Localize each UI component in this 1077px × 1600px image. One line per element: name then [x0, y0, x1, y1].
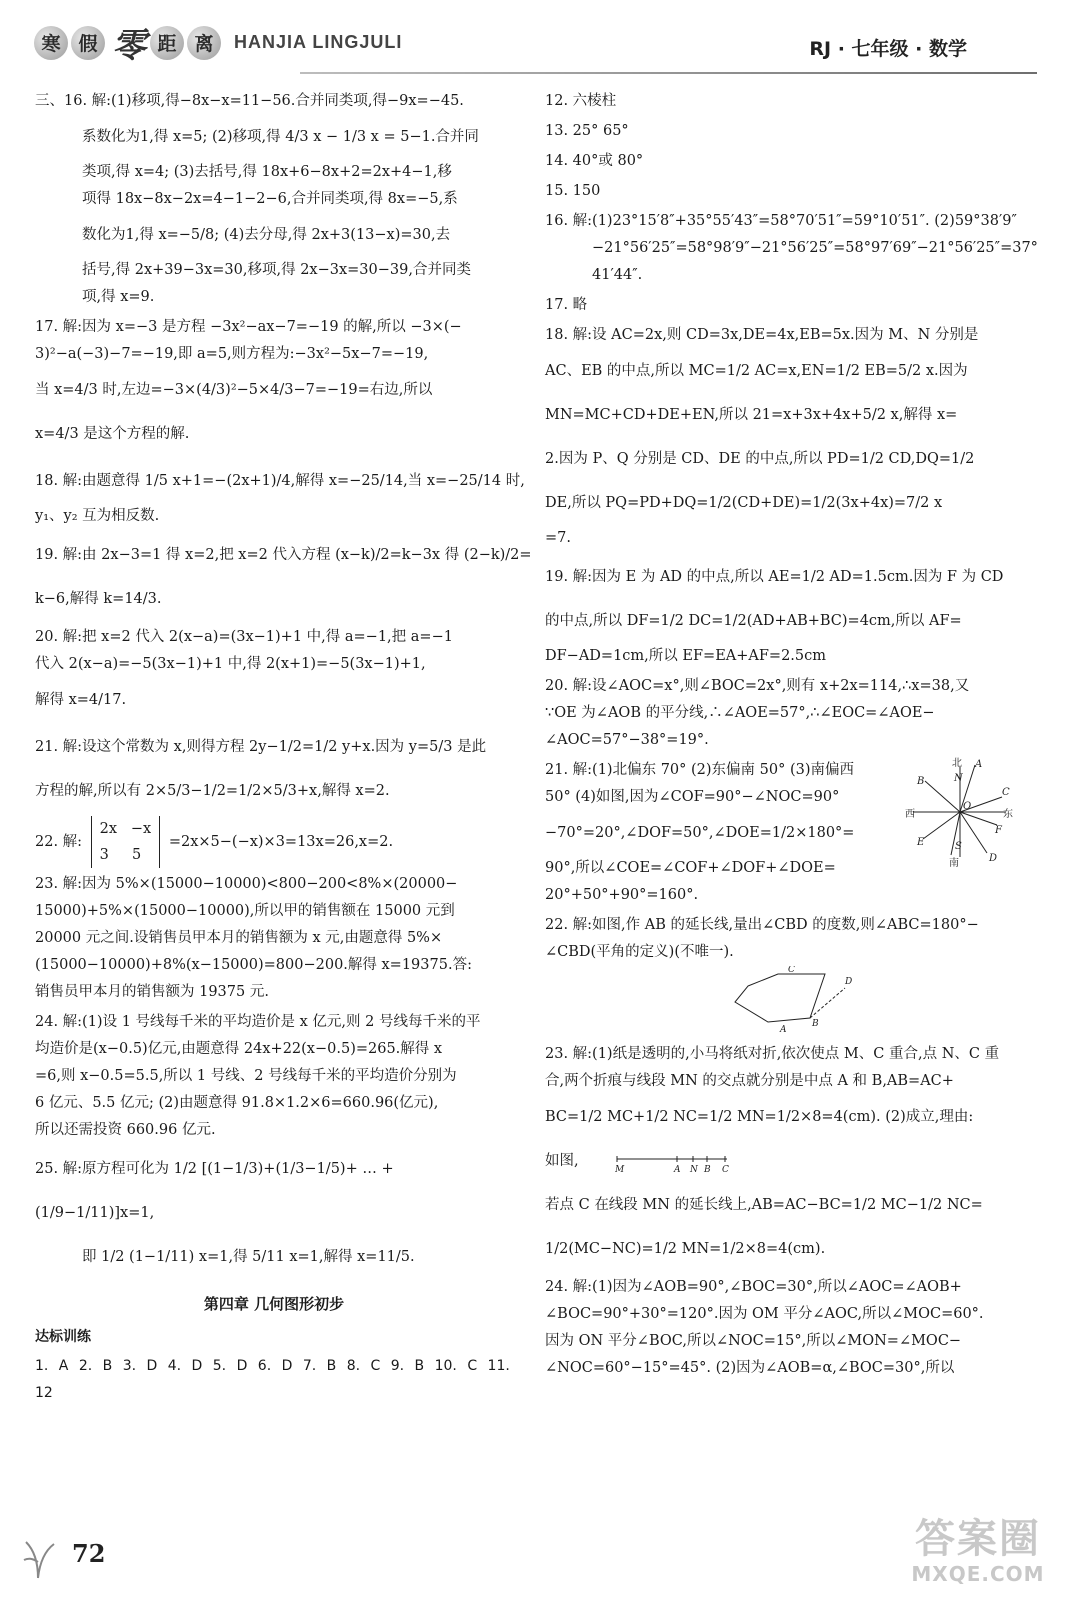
text-line: MN=MC+CD+DE+EN,所以 21=x+3x+4x+5/2 x,解得 x=	[545, 407, 958, 423]
text-line: 25. 解:原方程可化为 1/2 [(1−1/3)+(1/3−1/5)+ … +	[35, 1161, 394, 1177]
answer-16	[35, 88, 513, 311]
hexagon	[735, 974, 825, 1022]
determinant-result: =2x×5−(−x)×3=13x=26,x=2.	[168, 834, 394, 850]
text-line: AC、EB 的中点,所以 MC=1/2 AC=x,EN=1/2 EB=5/2 x.因为	[545, 363, 968, 379]
text-line: 20000 元之间.设销售员甲本月的销售额为 x 元,由题意得 5%×	[35, 930, 443, 946]
text-line: 21. 解:(1)北偏东 70° (2)东偏南 50° (3)南偏西	[545, 762, 855, 778]
answer-21	[35, 725, 513, 813]
page-number: 72	[72, 1539, 106, 1568]
text-line: ∠NOC=60°−15°=45°. (2)因为∠AOB=α,∠BOC=30°,所以	[545, 1360, 955, 1376]
right-column	[545, 88, 1038, 1385]
text-line: 均造价是(x−0.5)亿元,由题意得 24x+22(x−0.5)=265.解得 x	[35, 1041, 443, 1057]
point-b-label: B	[917, 776, 925, 787]
text-line: 19. 解:因为 E 为 AD 的中点,所以 AE=1/2 AD=1.5cm.因为 F 为 CD	[545, 569, 1004, 585]
text-line: 90°,所以∠COE=∠COF+∠DOF+∠DOE=	[545, 860, 836, 876]
text-line: 41′44″.	[592, 267, 643, 283]
choice-answers: 1. A 2. B 3. D 4. D 5. D 6. D 7. B 8. C 9. B 10. C 11. 12	[35, 1358, 510, 1401]
text-line: 6 亿元、5.5 亿元; (2)由题意得 91.8×1.2×6=660.96(亿元),	[35, 1095, 439, 1111]
answer-15: 15. 150	[545, 183, 601, 199]
text-line: x=4/3 是这个方程的解.	[35, 426, 190, 442]
point-o-label: O	[963, 801, 972, 812]
text-line: BC=1/2 MC+1/2 NC=1/2 MN=1/2×8=4(cm). (2)成立,理由:	[545, 1109, 974, 1125]
answer-22-right	[545, 912, 1023, 1038]
text-line: =6,则 x−0.5=5.5,所以 1 号线、2 号线每千米的平均造价分别为	[35, 1068, 457, 1084]
text-line: 3)²−a(−3)−7=−19,即 a=5,则方程为:−3x²−5x−7=−19,	[35, 346, 429, 362]
answer-18	[35, 459, 525, 530]
determinant	[91, 816, 161, 868]
point-s-label: S	[955, 841, 962, 852]
logo-char: 假	[71, 26, 105, 60]
logo	[34, 18, 402, 67]
answer-23-right	[545, 1041, 1023, 1271]
answer-16-right	[545, 208, 1038, 289]
determinant-cell: 2x	[99, 821, 118, 837]
point-e-label: E	[917, 837, 925, 848]
watermark-url: MXQE.COM	[911, 1562, 1045, 1586]
text-line: −21°56′25″=58°98′9″−21°56′25″=58°97′69″−21°56′25″=37°	[592, 240, 1038, 256]
text-line: 项,得 x=9.	[82, 289, 155, 305]
answer-21-right	[545, 757, 1013, 909]
text-line: 当 x=4/3 时,左边=−3×(4/3)²−5×4/3−7=−19=右边,所以	[35, 382, 433, 398]
point-n-label: N	[954, 773, 963, 784]
text-line: 的中点,所以 DF=1/2 DC=1/2(AD+AB+BC)=4cm,所以 AF=	[545, 613, 962, 629]
text-line: 数化为1,得 x=−5/8; (4)去分母,得 2x+3(13−x)=30,去	[82, 227, 451, 243]
text-line: 19. 解:由 2x−3=1 得 x=2,把 x=2 代入方程 (x−k)/2=k−3x 得 (2−k)/2=	[35, 547, 532, 563]
point-a-label: A	[780, 1025, 787, 1035]
answer-25	[35, 1147, 513, 1279]
section-title: 达标训练	[35, 1329, 91, 1345]
text-line: 24. 解:(1)因为∠AOB=90°,∠BOC=30°,所以∠AOC=∠AOB+	[545, 1279, 962, 1295]
text-line: 即 1/2 (1−1/11) x=1,得 5/11 x=1,解得 x=11/5.	[82, 1249, 415, 1265]
point-n-label: N	[690, 1165, 698, 1175]
logo-char: 寒	[34, 26, 68, 60]
text-line: 解得 x=4/17.	[35, 692, 127, 708]
text-line: ∠AOC=57°−38°=19°.	[545, 732, 709, 748]
text-line: 22. 解:如图,作 AB 的延长线,量出∠CBD 的度数,则∠ABC=180°−	[545, 917, 979, 933]
ray-oe	[923, 812, 960, 839]
page-header	[0, 0, 1077, 80]
logo-char: 离	[187, 26, 221, 60]
watermark	[893, 1516, 1063, 1596]
logo-char: 零	[112, 26, 146, 66]
answer-17	[35, 314, 513, 456]
answer-23	[35, 871, 513, 1006]
answer-17-right: 17. 略	[545, 297, 588, 313]
answer-12: 12. 六棱柱	[545, 93, 617, 109]
text-line: 括号,得 2x+39−3x=30,移项,得 2x−3x=30−39,合并同类	[82, 262, 471, 278]
text-line: =7.	[545, 530, 571, 546]
text-line: DF−AD=1cm,所以 EF=EA+AF=2.5cm	[545, 648, 827, 664]
answer-19-right	[545, 555, 1023, 670]
north-label: 北	[952, 758, 962, 769]
point-d-label: D	[989, 853, 998, 864]
text-line: 17. 解:因为 x=−3 是方程 −3x²−ax−7=−19 的解,所以 −3×(−	[35, 319, 462, 335]
point-c-label: C	[1002, 787, 1010, 798]
answer-24	[35, 1009, 513, 1144]
answer-24-right	[545, 1274, 1023, 1382]
determinant-cell: 3	[99, 847, 109, 863]
text-line: 项得 18x−8x−2x=4−1−2−6,合并同类项,得 8x=−5,系	[82, 191, 458, 207]
text-line: 23. 解:因为 5%×(15000−10000)<800−200<8%×(20000−	[35, 876, 458, 892]
text-line: k−6,解得 k=14/3.	[35, 591, 162, 607]
text-line: 18. 解:设 AC=2x,则 CD=3x,DE=4x,EB=5x.因为 M、N 分别是	[545, 327, 979, 343]
answer-18-right	[545, 322, 1023, 552]
answer-22	[35, 816, 513, 868]
logo-pinyin: HANJIA LINGJULI	[234, 32, 403, 52]
point-a-label: A	[975, 759, 983, 770]
determinant-cell: −x	[130, 821, 152, 837]
text-line: 21. 解:设这个常数为 x,则得方程 2y−1/2=1/2 y+x.因为 y=5/3 是此	[35, 739, 487, 755]
determinant-cell: 5	[131, 847, 142, 863]
point-b-label: B	[704, 1165, 711, 1175]
ray-of	[960, 812, 997, 825]
page-footer	[20, 1522, 320, 1582]
text-line: 销售员甲本月的销售额为 19375 元.	[35, 984, 269, 1000]
text-line: 方程的解,所以有 2×5/3−1/2=1/2×5/3+x,解得 x=2.	[35, 783, 390, 799]
watermark-text: 答案圈	[915, 1516, 1041, 1562]
text-line: 18. 解:由题意得 1/5 x+1=−(2x+1)/4,解得 x=−25/14,当 x=−25/14 时,	[35, 473, 525, 489]
text-line: 15000)+5%×(15000−10000),所以甲的销售额在 15000 元到	[35, 903, 455, 919]
text-line: 16. 解:(1)23°15′8″+35°55′43″=58°70′51″=59°10′51″. (2)59°38′9″	[545, 213, 1017, 229]
ray-ob	[925, 781, 960, 812]
answer-20-right	[545, 673, 1023, 754]
text-line: 因为 ON 平分∠BOC,所以∠NOC=15°,所以∠MON=∠MOC−	[545, 1333, 962, 1349]
text-line: 三、16. 解:(1)移项,得−8x−x=11−56.合并同类项,得−9x=−45.	[35, 93, 464, 109]
hexagon-diagram	[730, 966, 860, 1038]
ray-od	[960, 812, 987, 853]
text-line: DE,所以 PQ=PD+DQ=1/2(CD+DE)=1/2(3x+4x)=7/2 x	[545, 495, 943, 511]
point-f-label: F	[995, 825, 1002, 836]
left-column	[35, 88, 532, 1407]
text-line: 20°+50°+90°=160°.	[545, 887, 699, 903]
text-line: 50° (4)如图,因为∠COF=90°−∠NOC=90°	[545, 789, 840, 805]
text-line: −70°=20°,∠DOF=50°,∠DOE=1/2×180°=	[545, 825, 855, 841]
text-line: 24. 解:(1)设 1 号线每千米的平均造价是 x 亿元,则 2 号线每千米的平	[35, 1014, 481, 1030]
text-line: 23. 解:(1)纸是透明的,小马将纸对折,依次使点 M、C 重合,点 N、C 重	[545, 1046, 1000, 1062]
text-line: 1/2(MC−NC)=1/2 MN=1/2×8=4(cm).	[545, 1241, 826, 1257]
answer-14: 14. 40°或 80°	[545, 153, 644, 169]
answer-20	[35, 624, 513, 722]
compass-diagram	[905, 757, 1015, 867]
point-a-label: A	[674, 1165, 681, 1175]
text-line: (15000−10000)+8%(x−15000)=800−200.解得 x=19375.答:	[35, 957, 472, 973]
logo-char: 距	[150, 26, 184, 60]
answer-19	[35, 533, 532, 621]
text-line: 系数化为1,得 x=5; (2)移项,得 4/3 x − 1/3 x = 5−1.合并同	[82, 129, 479, 145]
header-divider	[300, 72, 1037, 74]
text-line: 20. 解:设∠AOC=x°,则∠BOC=2x°,则有 x+2x=114,∴x=38,又	[545, 678, 970, 694]
south-label: 南	[949, 858, 959, 867]
text-line: 合,两个折痕与线段 MN 的交点就分别是中点 A 和 B,AB=AC+	[545, 1073, 954, 1089]
grade-subject-label: RJ · 七年级 · 数学	[809, 38, 967, 60]
text-line: ∵OE 为∠AOB 的平分线,∴∠AOE=57°,∴∠EOC=∠AOE−	[545, 705, 935, 721]
text-line: ∠BOC=90°+30°=120°.因为 OM 平分∠AOC,所以∠MOC=60°.	[545, 1306, 984, 1322]
east-label: 东	[1003, 809, 1013, 820]
point-m-label: M	[615, 1165, 625, 1175]
text-line: 若点 C 在线段 MN 的延长线上,AB=AC−BC=1/2 MC−1/2 NC=	[545, 1197, 983, 1213]
text-line: 类项,得 x=4; (3)去括号,得 18x+6−8x+2=2x+4−1,移	[82, 164, 452, 180]
point-b-label: B	[812, 1019, 819, 1029]
text-line: 所以还需投资 660.96 亿元.	[35, 1122, 216, 1138]
text-line: 代入 2(x−a)=−5(3x−1)+1 中,得 2(x+1)=−5(3x−1)+1,	[35, 656, 426, 672]
text-line: (1/9−1/11)]x=1,	[35, 1205, 155, 1221]
west-label: 西	[905, 809, 915, 820]
point-d-label: D	[845, 977, 853, 987]
text-fragment: 如图,	[545, 1153, 579, 1169]
text-line: 20. 解:把 x=2 代入 2(x−a)=(3x−1)+1 中,得 a=−1,把 a=−1	[35, 629, 453, 645]
answer-13: 13. 25° 65°	[545, 123, 629, 139]
text-line: 2.因为 P、Q 分别是 CD、DE 的中点,所以 PD=1/2 CD,DQ=1/2	[545, 451, 975, 467]
text-line: ∠CBD(平角的定义)(不唯一).	[545, 944, 734, 960]
text-line	[545, 1139, 1023, 1183]
point-c-label: C	[788, 966, 795, 975]
chapter-title: 第四章 几何图形初步	[203, 1295, 345, 1313]
text-line: y₁、y₂ 互为相反数.	[35, 508, 160, 524]
point-c-label: C	[722, 1165, 729, 1175]
question-label: 22. 解:	[35, 834, 83, 850]
segment-diagram	[615, 1153, 735, 1175]
